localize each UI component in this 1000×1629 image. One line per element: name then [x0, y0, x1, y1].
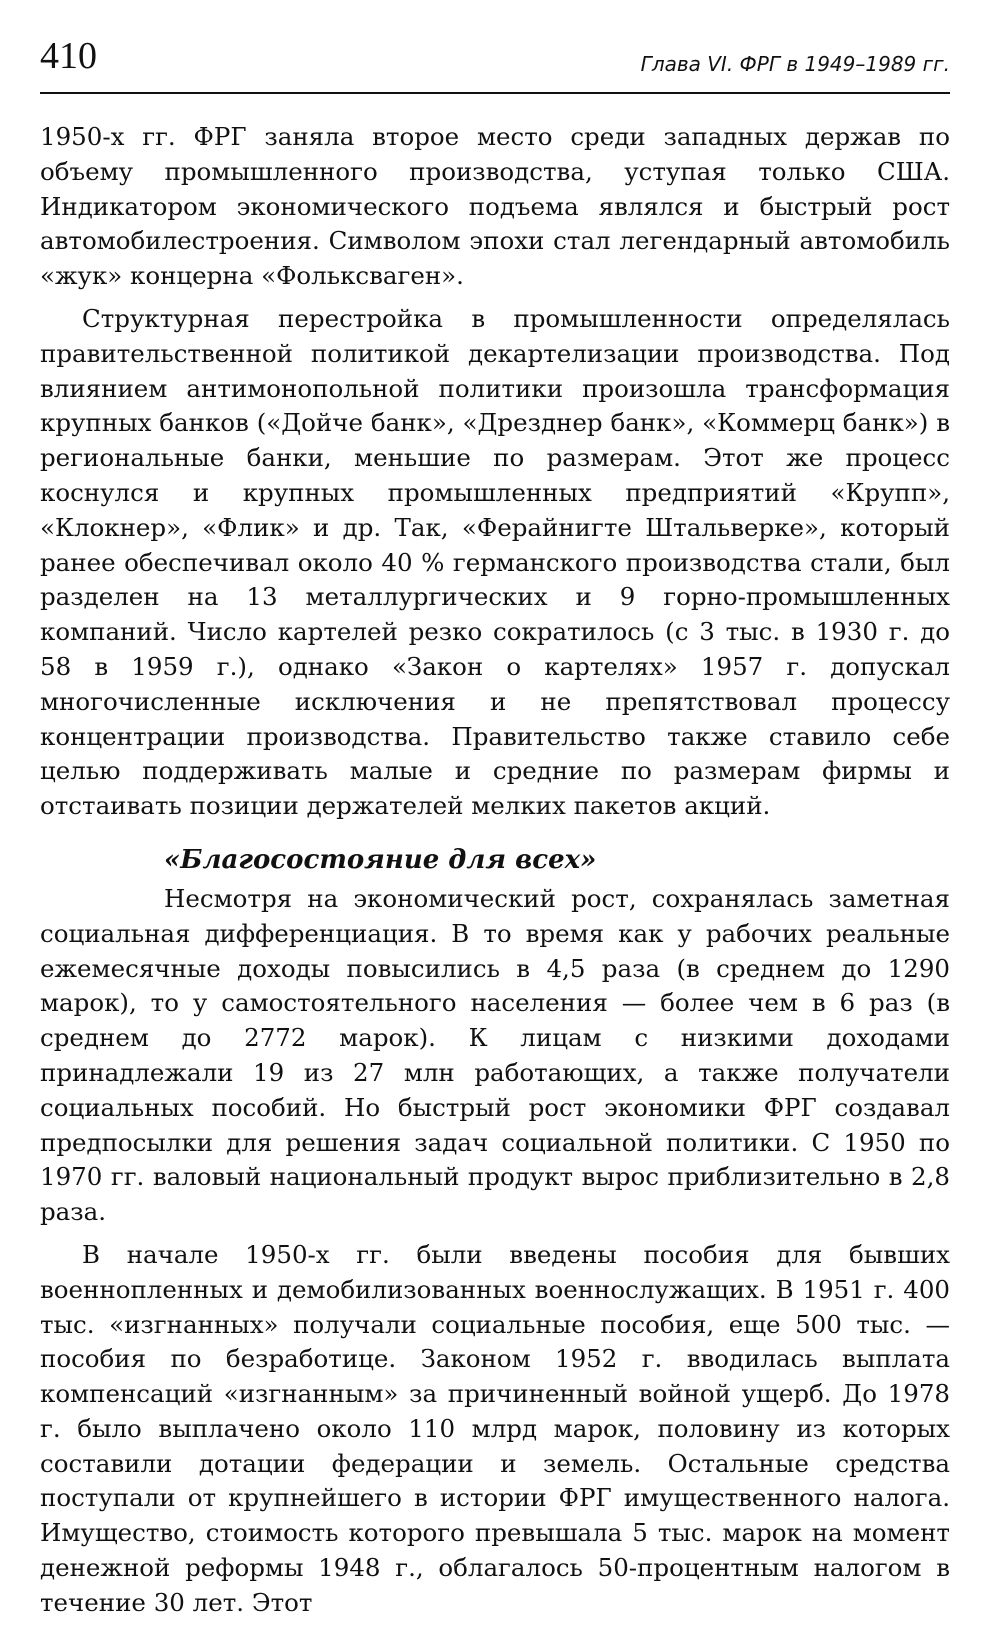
section-heading: «Благосостояние для всех» — [164, 844, 597, 875]
paragraph-social-benefits: В начале 1950-х гг. были введены пособия для бывших военнопленных и демобилизованных военнослужащих. В 1951 г. 400 тыс. «изгнанных» получали социальные пособия, еще 500 тыс. — пособия по безработице. Законом 1952 г. вводилась выплата компенсаций «изгнанным» за причиненный войной ущерб. До 1978 г. было выплачено около 110 млрд марок, половину из которых составили дотации федерации и земель. Остальные средства поступали от крупнейшего в истории ФРГ имущественного налога. Имущество, стоимость которого превышала 5 тыс. марок на момент денежной реформы 1948 г., облагалось 50-процентным налогом в течение 30 лет. Этот — [40, 1239, 950, 1617]
paragraph-decartelization: Структурная перестройка в промышленности определялась правительственной политикой декартелизации производства. Под влиянием антимонопольной политики произошла трансформация крупных банков («Дойче банк», «Дрезднер банк», «Коммерц банк») в региональные банки, меньшие по размерам. Этот же процесс коснулся и крупных промышленных предприятий «Крупп», «Клокнер», «Флик» и др. Так, «Ферайнигте Штальверке», который ранее обеспечивал около 40 % германского производства стали, был разделен на 13 металлургических и 9 горно-промышленных компаний. Число картелей резко сократилось (с 3 тыс. в 1930 г. до 58 в 1959 г.), однако «Закон о картелях» 1957 г. допускал многочисленные исключения и не препятствовал процессу концентрации производства. Правительство также ставило себе целью поддерживать малые и средние по размерам фирмы и отстаивать позиции держателей мелких пакетов акций. — [40, 303, 950, 821]
body-text — [40, 120, 950, 1621]
page-number: 410 — [40, 35, 97, 77]
paragraph-social-differentiation: Несмотря на экономический рост, сохранялась заметная социальная дифференциация. В то время как у рабочих реальные ежемесячные доходы повысились в 4,5 раза (в среднем до 1290 марок), то у самостоятельного населения — более чем в 6 раз (в среднем до 2772 марок). К лицам с низкими доходами принадлежали 19 из 27 млн работающих, а также получатели социальных пособий. Но быстрый рост экономики ФРГ создавал предпосылки для решения задач социальной политики. С 1950 по 1970 гг. валовый национальный продукт вырос приблизительно в 2,8 раза. — [40, 883, 950, 1227]
book-page — [40, 30, 950, 1629]
paragraph-continuation: 1950-х гг. ФРГ заняла второе место среди западных держав по объему промышленного производства, уступая только США. Индикатором экономического подъема являлся и быстрый рост автомобилестроения. Символом эпохи стал легендарный автомобиль «жук» концерна «Фольксваген». — [40, 122, 950, 291]
page-header — [40, 30, 950, 94]
running-head: Глава VI. ФРГ в 1949–1989 гг. — [640, 52, 950, 76]
